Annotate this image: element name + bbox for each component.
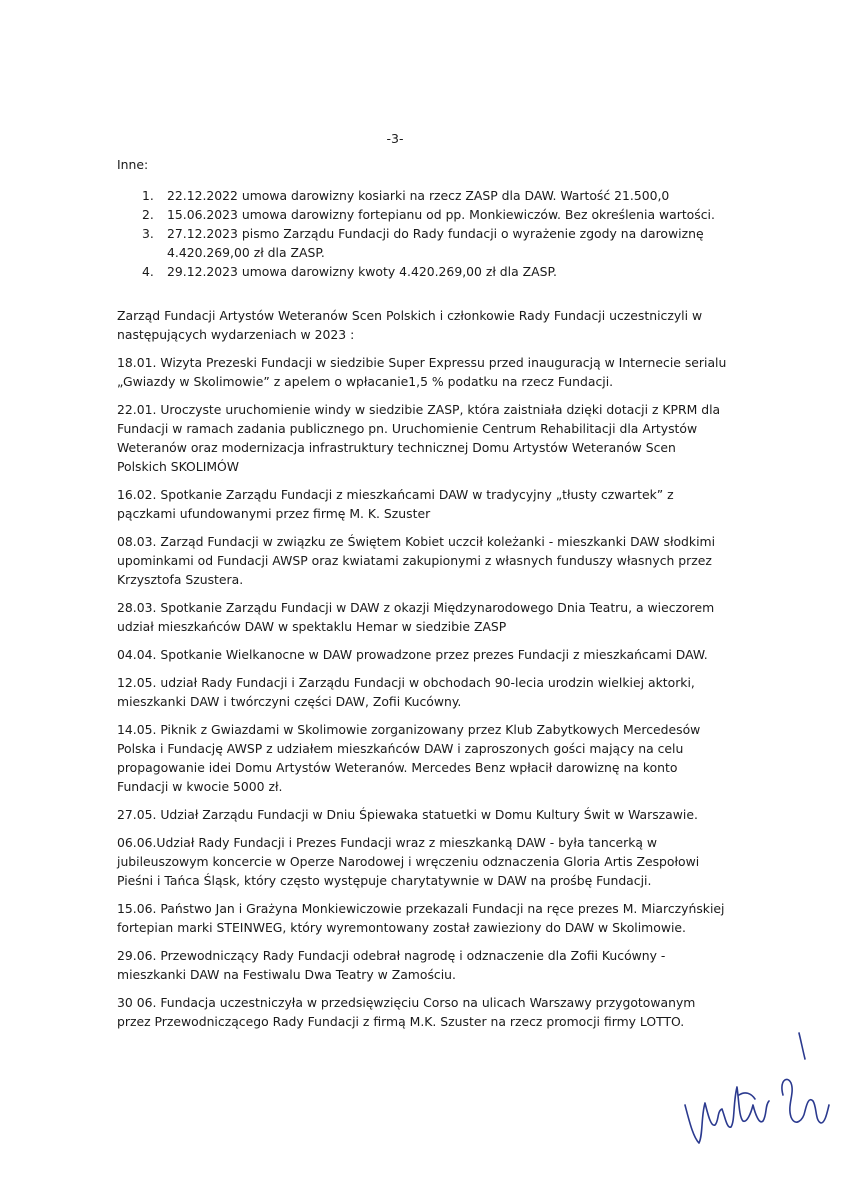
- event-paragraph: 04.04. Spotkanie Wielkanocne w DAW prowadzone przez prezes Fundacji z mieszkańcami DAW.: [117, 647, 708, 662]
- event-paragraph: 18.01. Wizyta Prezeski Fundacji w siedzibie Super Expressu przed inauguracją w Internecie serialu „Gwiazdy w Skolimowie” z apelem o wpłacanie1,5 % podatku na rzecz Fundacji.: [117, 355, 727, 389]
- page-number: -3-: [386, 131, 404, 146]
- signature-ink: [685, 1033, 829, 1143]
- list-item-number: 4.: [142, 264, 154, 279]
- handwritten-signature: [675, 1025, 835, 1155]
- event-paragraph: 06.06.Udział Rady Fundacji i Prezes Fundacji wraz z mieszkanką DAW - była tancerką w jubileuszowym koncercie w Operze Narodowej i wręczeniu odznaczenia Gloria Artis Zespołowi Pieśni i Tańca Śląsk, który często występuje charytatywnie w DAW na prośbę Fundacji.: [117, 835, 700, 888]
- list-item-number: 2.: [142, 207, 154, 222]
- list-item: [117, 205, 727, 224]
- numbered-list: [117, 186, 727, 281]
- list-item: [117, 224, 727, 262]
- event-paragraph: 14.05. Piknik z Gwiazdami w Skolimowie zorganizowany przez Klub Zabytkowych Mercedesów Polska i Fundację AWSP z udziałem mieszkańców DAW i zaproszonych gości mający na celu propagowanie idei Domu Artystów Weteranów. Mercedes Benz wpłacił darowiznę na konto Fundacji w kwocie 5000 zł.: [117, 722, 701, 794]
- event-paragraph: 15.06. Państwo Jan i Grażyna Monkiewiczowie przekazali Fundacji na ręce prezes M. Miarczyńskiej fortepian marki STEINWEG, który wyremontowany został zawieziony do DAW w Skolimowie.: [117, 901, 725, 935]
- event-paragraph: 28.03. Spotkanie Zarządu Fundacji w DAW z okazji Międzynarodowego Dnia Teatru, a wieczorem udział mieszkańców DAW w spektaklu Hemar w siedzibie ZASP: [117, 600, 715, 634]
- event-paragraph: 16.02. Spotkanie Zarządu Fundacji z mieszkańcami DAW w tradycyjny „tłusty czwartek” z pączkami ufundowanymi przez firmę M. K. Szuster: [117, 487, 674, 521]
- list-item-text: 29.12.2023 umowa darowizny kwoty 4.420.269,00 zł dla ZASP.: [167, 264, 557, 279]
- section-label-other: Inne:: [117, 157, 149, 172]
- list-item-text: 27.12.2023 pismo Zarządu Fundacji do Rady fundacji o wyrażenie zgody na darowiznę 4.420.269,00 zł dla ZASP.: [167, 226, 704, 260]
- list-item: [117, 262, 727, 281]
- list-item: [117, 186, 727, 205]
- event-paragraph: 08.03. Zarząd Fundacji w związku ze Świętem Kobiet uczcił koleżanki - mieszkanki DAW słodkimi upominkami od Fundacji AWSP oraz kwiatami zakupionymi z własnych funduszy własnych przez Krzysztofa Szustera.: [117, 534, 716, 587]
- event-paragraph: 30 06. Fundacja uczestniczyła w przedsięwzięciu Corso na ulicach Warszawy przygotowanym przez Przewodniczącego Rady Fundacji z firmą M.K. Szuster na rzecz promocji firmy LOTTO.: [117, 995, 696, 1029]
- event-paragraph: 27.05. Udział Zarządu Fundacji w Dniu Śpiewaka statuetki w Domu Kultury Świt w Warszawie.: [117, 807, 698, 822]
- list-item-text: 15.06.2023 umowa darowizny fortepianu od pp. Monkiewiczów. Bez określenia wartości.: [167, 207, 715, 222]
- event-paragraph: 12.05. udział Rady Fundacji i Zarządu Fundacji w obchodach 90-lecia urodzin wielkiej aktorki, mieszkanki DAW i twórczyni części DAW, Zofii Kucówny.: [117, 675, 695, 709]
- list-item-text: 22.12.2022 umowa darowizny kosiarki na rzecz ZASP dla DAW. Wartość 21.500,0: [167, 188, 670, 203]
- list-item-number: 3.: [142, 226, 154, 241]
- list-item-number: 1.: [142, 188, 154, 203]
- document-body: [117, 155, 727, 1031]
- event-paragraph: 22.01. Uroczyste uruchomienie windy w siedzibie ZASP, która zaistniała dzięki dotacji z KPRM dla Fundacji w ramach zadania publicznego pn. Uruchomienie Centrum Rehabilitacji dla Artystów Weteranów oraz modernizacja infrastruktury technicznej Domu Artystów Weteranów Scen Polskich SKOLIMÓW: [117, 402, 721, 474]
- events-intro-paragraph: Zarząd Fundacji Artystów Weteranów Scen Polskich i członkowie Rady Fundacji uczestniczyli w następujących wydarzeniach w 2023 :: [117, 308, 703, 342]
- event-paragraph: 29.06. Przewodniczący Rady Fundacji odebrał nagrodę i odznaczenie dla Zofii Kucówny - mieszkanki DAW na Festiwalu Dwa Teatry w Zamościu.: [117, 948, 666, 982]
